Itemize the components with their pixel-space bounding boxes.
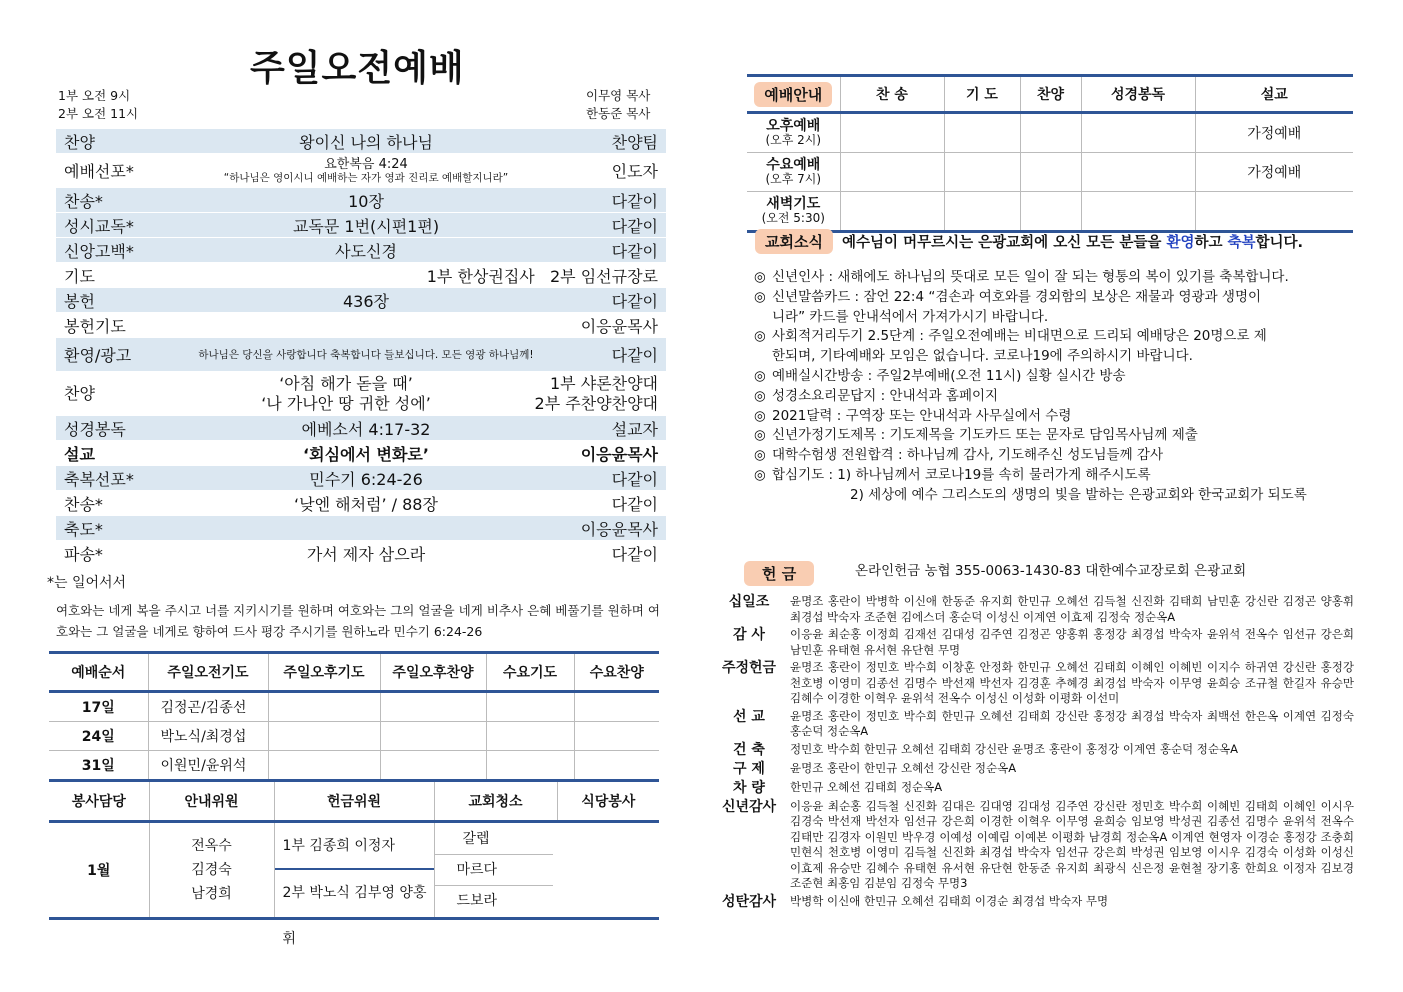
worship-guide-label-cell	[747, 76, 840, 113]
order-content	[186, 158, 546, 184]
offering-names: 정민호 박수희 한민규 오혜선 김태희 강신란 윤명조 홍란이 홍정강 이계연 홍순덕 정순옥A	[790, 741, 1238, 756]
sermon-cell	[1195, 192, 1353, 232]
sermon-cell: 가정예배	[1195, 113, 1353, 153]
order-leader: 이응윤목사	[580, 316, 658, 336]
worship-guide-label: 예배안내	[754, 82, 832, 107]
order-item: 찬송*	[64, 494, 103, 514]
order-content: 하나님은 당신을 사랑합니다 축복합니다 들보십니다. 모든 영광 하나님께!	[198, 349, 534, 361]
headline-part: 예수님이 머무르시는 은광교회에 오신 모든 분들을	[842, 235, 1167, 251]
order-leader: 이응윤목사	[580, 444, 658, 464]
news-continuation: 니라” 카드를 안내석에서 가져가시기 바랍니다.	[772, 308, 1049, 325]
order-content: 교독문 1번(시편1편)	[292, 216, 440, 236]
service-name: 수요예배	[766, 157, 821, 173]
service-cell	[747, 113, 840, 153]
order-row	[56, 491, 666, 516]
usher-name: 남경희	[191, 886, 232, 902]
news-text: 성경소요리문답지 : 안내석과 홈페이지	[772, 387, 999, 404]
headline-bless: 축복	[1227, 235, 1256, 251]
order-item: 성경봉독	[64, 419, 126, 439]
order-leader: 다같이	[611, 544, 658, 564]
column-header: 식당봉사	[557, 781, 659, 822]
bullet-icon: ◎	[754, 387, 766, 404]
news-text: 신년말씀카드 : 잠언 22:4 “겸손과 여호와를 경외함의 보상은 재물과 영광과 생명이	[772, 288, 1262, 305]
offering-type: 주정헌금	[721, 660, 777, 676]
order-content: 1부 한상권집사 2부 임선규장로	[426, 266, 658, 286]
order-leader: 다같이	[611, 241, 658, 261]
column-header: 찬 송	[840, 76, 944, 113]
church-news-label-wrap	[755, 229, 833, 254]
offering-label: 헌 금	[744, 561, 814, 586]
order-content	[186, 374, 506, 414]
column-header: 봉사담당	[49, 781, 149, 822]
offering-first-service: 1부 김종희 이정자	[275, 824, 434, 870]
pastor-1: 이무영 목사	[586, 88, 651, 103]
offering-type: 건 축	[733, 741, 765, 758]
standing-note: *는 일어서서	[47, 575, 127, 591]
headline-part: 하고	[1194, 235, 1228, 251]
order-item: 찬송*	[64, 191, 103, 211]
service-duty-table	[49, 779, 659, 947]
hymn-first-service: ‘아침 해가 돋을 때’	[279, 373, 413, 393]
offering-label-wrap	[744, 561, 814, 586]
column-header: 교회청소	[434, 781, 557, 822]
prayer-schedule-table	[49, 651, 659, 782]
order-content: 10장	[348, 191, 384, 211]
service-time: (오후 7시)	[765, 172, 822, 186]
order-leader: 다같이	[611, 216, 658, 236]
column-header: 헌금위원	[274, 781, 434, 822]
order-item: 환영/광고	[64, 346, 132, 365]
benediction-text: 여호와는 네게 복을 주시고 너를 지키시기를 원하며 여호와는 그의 얼굴을 네게 비추사 은혜 베풀기를 원하며 여호와는 그 얼굴을 네게로 향하여 드사 평강 주시기를 원하노라 민수기 6:24-26	[56, 603, 660, 639]
order-leader: 인도자	[611, 162, 658, 181]
table-header-row	[49, 781, 659, 822]
order-leader: 다같이	[611, 494, 658, 514]
bullet-icon: ◎	[754, 269, 766, 285]
sermon-title: ‘회심에서 변화로’	[303, 444, 429, 464]
offering-names: 윤명조 홍란이 한민규 오혜선 강신란 정순옥A	[790, 760, 1017, 775]
list-item	[754, 288, 1344, 308]
bullet-icon: ◎	[754, 288, 766, 305]
service-cell	[747, 153, 840, 192]
service-name: 새벽기도	[766, 196, 821, 212]
order-row	[56, 541, 666, 566]
order-item: 성시교독*	[64, 216, 134, 236]
order-row	[56, 188, 666, 213]
offering-type: 십일조	[728, 594, 770, 610]
offering-list	[718, 594, 1354, 913]
service-name: 오후예배	[766, 118, 821, 134]
order-leader: 다같이	[611, 191, 658, 211]
order-content: 436장	[343, 291, 389, 311]
table-row	[49, 692, 659, 722]
column-header: 기 도	[944, 76, 1020, 113]
order-content: 왕이신 나의 하나님	[299, 132, 433, 152]
list-item	[718, 742, 1354, 759]
cleaning-team: 드보라	[456, 893, 498, 909]
offering-names: 윤명조 홍란이 정민호 박수희 한민규 오혜선 김태희 강신란 홍정강 최경섭 박숙자 최백선 한은옥 이계연 김정숙 홍순덕 정순옥A	[790, 708, 1354, 738]
service-time: (오후 2시)	[765, 133, 822, 147]
pastor-2: 한동준 목사	[586, 106, 651, 121]
order-of-worship	[56, 129, 666, 566]
order-content: 가서 제자 삼으라	[306, 544, 426, 564]
order-row	[56, 313, 666, 338]
bullet-icon: ◎	[754, 407, 766, 424]
order-content: ‘낮엔 해처럼’ / 88장	[294, 494, 438, 514]
list-item	[718, 709, 1354, 740]
order-item: 설교	[64, 444, 95, 464]
order-item: 찬양	[64, 383, 95, 403]
schedule-prayer: 박노식/최경섭	[148, 722, 268, 751]
sermon-cell: 가정예배	[1195, 153, 1353, 192]
column-header: 예배순서	[49, 653, 148, 692]
bullet-icon: ◎	[754, 427, 766, 444]
schedule-day: 24일	[49, 722, 148, 751]
order-leader: 이응윤목사	[580, 519, 658, 539]
order-item: 기도	[64, 266, 95, 286]
table-header-row	[747, 76, 1353, 113]
choir-first-service: 1부 샤론찬양대	[549, 373, 658, 393]
news-continuation: 2) 세상에 예수 그리스도의 생명의 빛을 발하는 은광교회와 한국교회가 되도록	[850, 486, 1307, 503]
column-header: 성경봉독	[1081, 76, 1195, 113]
order-item: 신앙고백*	[64, 241, 134, 261]
service-time-2: 2부 오전 11시	[58, 106, 139, 121]
column-header: 주일오전기도	[148, 653, 268, 692]
news-text: 신년인사 : 새해에도 하나님의 뜻대로 모든 일이 잘 되는 형통의 복이 있기를 축복합니다.	[772, 269, 1289, 285]
table-row	[49, 822, 659, 919]
bullet-icon: ◎	[754, 466, 766, 483]
table-row	[49, 751, 659, 781]
list-item	[718, 627, 1354, 658]
column-header: 주일오후기도	[268, 653, 380, 692]
order-item: 축도*	[64, 519, 103, 539]
service-cell	[747, 192, 840, 232]
order-item: 축복선포*	[64, 469, 134, 489]
order-leader: 찬양팀	[611, 132, 658, 152]
service-time: (오전 5:30)	[761, 211, 825, 225]
order-row	[56, 213, 666, 238]
list-item	[718, 894, 1354, 911]
order-row	[56, 154, 666, 188]
list-item	[718, 594, 1354, 625]
table-row	[747, 113, 1353, 153]
cleaning-team: 마르다	[435, 855, 553, 886]
list-item	[754, 268, 1344, 288]
news-text: 합심기도 : 1) 하나님께서 코로나19를 속히 물러가게 해주시도록	[772, 466, 1151, 483]
order-leader: 다같이	[611, 291, 658, 311]
list-item	[718, 660, 1354, 707]
column-header: 수요찬양	[574, 653, 659, 692]
order-leader: 다같이	[611, 469, 658, 489]
offering-names: 박병학 이신애 한민규 오혜선 김태희 이경순 최경섭 박숙자 무명	[790, 893, 1109, 908]
usher-name: 김경숙	[191, 862, 232, 878]
table-header-row	[49, 653, 659, 692]
news-text: 신년가정기도제목 : 기도제목을 기도카드 또는 문자로 담임목사님께 제출	[772, 427, 1198, 444]
offering-names: 이응윤 최순홍 김득철 신진화 김대은 김대영 김대성 김주연 강신란 정민호 박수희 이혜빈 김태희 이혜인 이시우 김경숙 박선재 박선자 임선규 강은희 이경한 이혁우 이무영 윤희승 임보영 박성권 김종선 김명수 윤위석 전옥수 김태만 김경자 이원민 박우경 이예성 이예림 이예본 이평화 남경희 정순옥A 이계연 현영자 이경순 홍정강 조충희 민현식 천호병 이영미 김득철 신진화 최경섭 박숙자 임선규 강은희 박성권 임보영 이시우 김경숙 이성화 이성신 이효제 유승만 김혜수 유태현 유서현 유단현 한동준 유지희 최광식 신은정 윤현철 장기홍 한희요 이정자 김보경 조준현 최홍임 김분임 김정숙 무명3	[790, 798, 1354, 890]
order-row	[56, 516, 666, 541]
welcome-headline	[842, 231, 1303, 252]
ushers-cell	[149, 822, 274, 919]
news-text: 사회적거리두기 2.5단계 : 주일오전예배는 비대면으로 드리되 예배당은 20명으로 제	[772, 328, 1267, 345]
list-item	[754, 407, 1344, 427]
list-item	[754, 466, 1344, 486]
order-leader: 설교자	[611, 419, 658, 439]
offering-names: 이응윤 최순홍 이정희 김재선 김대성 김주연 김정곤 양홍휘 홍정강 최경섭 박숙자 윤위석 전옥수 임선규 강은희 남민훈 유태현 유서현 유단현 무명	[790, 627, 1354, 657]
order-item: 파송*	[64, 544, 103, 564]
order-item: 찬양	[64, 132, 95, 152]
online-offering-info: 온라인헌금 농협 355-0063-1430-83 대한예수교장로회 은광교회	[855, 563, 1247, 579]
order-item: 예배선포*	[64, 162, 134, 181]
schedule-day: 17일	[49, 692, 148, 722]
order-row	[56, 263, 666, 288]
news-text: 예배실시간방송 : 주일2부예배(오전 11시) 실황 실시간 방송	[772, 367, 1126, 384]
order-row	[56, 416, 666, 441]
news-list	[754, 268, 1344, 506]
order-row-sermon	[56, 441, 666, 466]
news-text: 2021달력 : 구역장 또는 안내석과 사무실에서 수령	[772, 407, 1072, 424]
schedule-prayer: 김정곤/김종선	[148, 692, 268, 722]
bullet-icon: ◎	[754, 447, 766, 464]
list-item	[754, 387, 1344, 407]
offering-type: 구 제	[733, 760, 765, 777]
church-news-label: 교회소식	[755, 229, 833, 254]
order-item: 봉헌기도	[64, 316, 126, 336]
list-item	[754, 426, 1344, 446]
bullet-icon: ◎	[754, 367, 766, 384]
page-title: 주일오전예배	[250, 48, 465, 89]
order-content: 에베소서 4:17-32	[301, 419, 431, 439]
column-header: 안내위원	[149, 781, 274, 822]
list-item	[718, 761, 1354, 778]
worship-guide-table	[747, 74, 1353, 233]
news-continuation: 한되며, 기타예배와 모임은 없습니다. 코로나19에 주의하시기 바랍니다.	[772, 348, 1193, 365]
order-content: 민수기 6:24-26	[309, 469, 423, 489]
offering-committee-cell	[274, 822, 434, 947]
usher-name: 전옥수	[191, 838, 232, 854]
order-row	[56, 466, 666, 491]
table-row	[747, 153, 1353, 192]
table-row	[49, 722, 659, 751]
service-time-1: 1부 오전 9시	[58, 88, 131, 103]
table-row	[747, 192, 1353, 232]
order-leader: 다같이	[611, 346, 658, 365]
list-item	[718, 780, 1354, 797]
column-header: 찬양	[1020, 76, 1081, 113]
order-row	[56, 238, 666, 263]
headline-part: 합니다.	[1255, 235, 1304, 251]
offering-names: 윤명조 홍란이 정민호 박수희 이창훈 안정화 한민규 오혜선 김태희 이혜인 이혜빈 이지수 하귀연 강신란 홍정강 천호병 이영미 김종선 김명수 박선재 박선자 김경훈 추혜경 최경섭 박숙자 이무영 윤희승 조규철 한길자 유승만 김혜수 이경한 이혁우 윤위석 전옥수 이성신 이성화 이평화 이선미	[790, 660, 1354, 705]
offering-type: 신년감사	[721, 798, 777, 815]
order-row	[56, 338, 666, 372]
hymn-second-service: ‘나 가나안 땅 귀한 성에’	[261, 393, 431, 413]
list-item	[754, 446, 1344, 466]
cleaning-team: 갈렙	[435, 824, 553, 855]
list-item	[754, 367, 1344, 387]
schedule-prayer: 이원민/윤위석	[148, 751, 268, 781]
cleaning-cell	[434, 822, 659, 919]
scripture-ref: 요한복음 4:24	[324, 156, 408, 172]
schedule-day: 31일	[49, 751, 148, 781]
order-row	[56, 129, 666, 154]
column-header: 설교	[1195, 76, 1353, 113]
list-item	[754, 327, 1344, 347]
choir-second-service: 2부 주찬양찬양대	[534, 393, 658, 413]
offering-type: 성탄감사	[721, 893, 777, 910]
order-leader	[506, 374, 666, 414]
scripture-quote: “하나님은 영이시니 예배하는 자가 영과 진리로 예배할지니라”	[223, 171, 509, 184]
order-content: 사도신경	[335, 241, 397, 261]
list-item	[718, 799, 1354, 892]
offering-names: 한민규 오혜선 김태희 정순옥A	[790, 779, 943, 794]
order-item: 봉헌	[64, 291, 95, 311]
offering-type: 차 량	[733, 779, 765, 796]
bullet-icon: ◎	[754, 328, 766, 345]
headline-welcome: 환영	[1166, 235, 1195, 251]
offering-second-service: 2부 박노식 김부영 양홍휘	[282, 885, 427, 947]
offering-type: 감 사	[733, 627, 765, 643]
offering-type: 선 교	[733, 708, 765, 725]
news-text: 대학수험생 전원합격 : 하나님께 감사, 기도해주신 성도님들께 감사	[772, 447, 1163, 464]
duty-month: 1월	[49, 822, 149, 919]
offering-names: 윤명조 홍란이 박병학 이신애 한동준 유지희 한민규 오혜선 김득철 신진화 김태희 남민훈 강신란 김정곤 양홍휘 최경섭 박숙자 조준현 김에스더 홍순덕 이성신 이계연 이효제 김정숙 정순옥A	[790, 594, 1354, 624]
column-header: 수요기도	[486, 653, 574, 692]
column-header: 주일오후찬양	[380, 653, 486, 692]
order-row	[56, 372, 666, 416]
order-row	[56, 288, 666, 313]
